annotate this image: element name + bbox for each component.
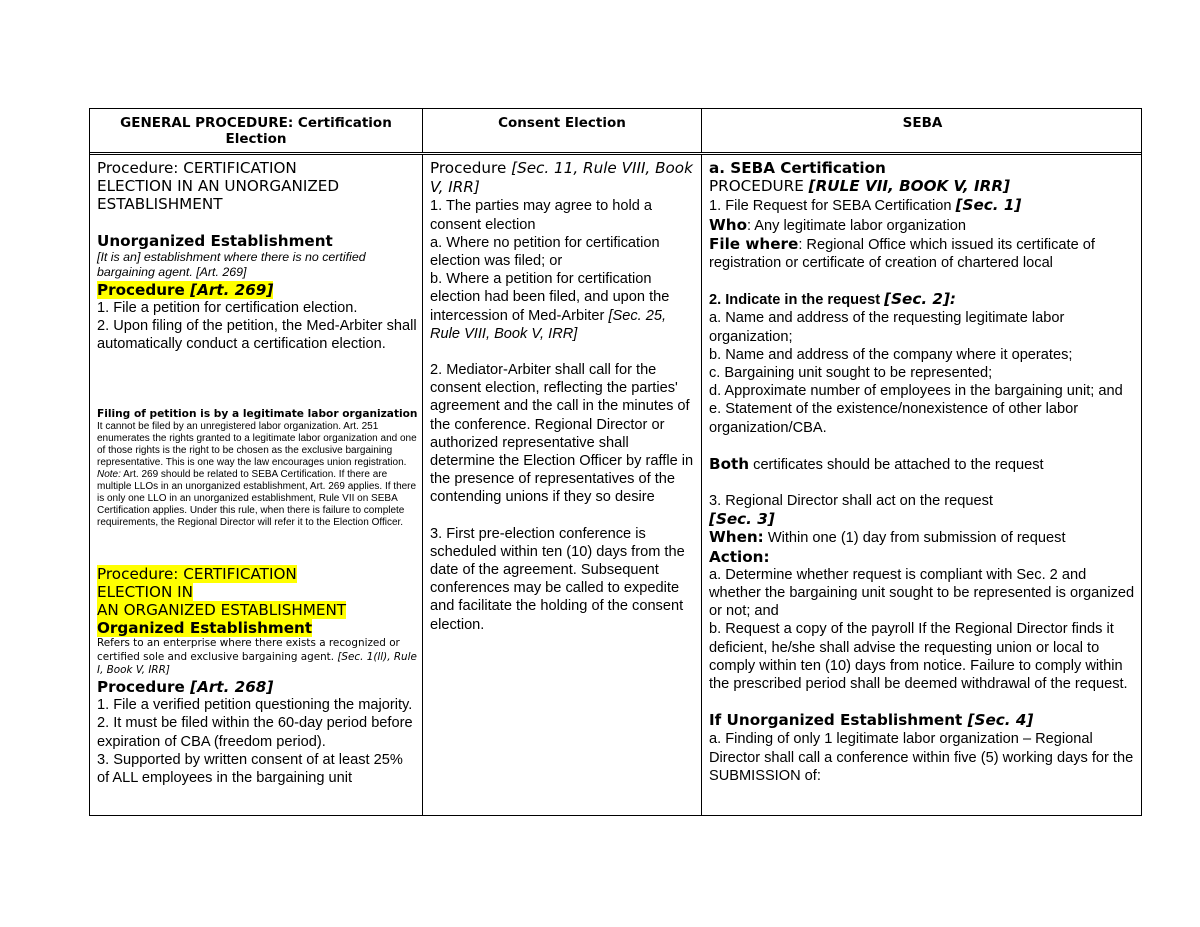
seba-step-2c: c. Bargaining unit sought to be represented;	[709, 365, 993, 382]
unorg-heading: Unorganized Establishment	[97, 231, 333, 250]
header-certification-election: GENERAL PROCEDURE: Certification Election	[90, 109, 423, 152]
seba-step-2: 2. Indicate in the request [Sec. 2]:	[709, 290, 956, 309]
consent-step-1b: b. Where a petition for certification election had been filed, and upon the intercession of Med-Arbiter [Sec. 25, Rule VIII, Book V, IRR]	[430, 271, 670, 342]
header-seba: SEBA	[902, 115, 943, 131]
seba-step-2b: b. Name and address of the company where it operates;	[709, 346, 1073, 363]
seba-file-where: File where: Regional Office which issued its certificate of registration or certificate of creation of chartered local	[709, 234, 1095, 272]
seba-heading: a. SEBA Certification	[709, 159, 886, 177]
consent-procedure: Procedure [Sec. 11, Rule VIII, Book V, IRR]	[430, 159, 693, 197]
filing-note: It cannot be filed by an unregistered labor organization. Art. 251 enumerates the rights granted to a legitimate labor organization and one of those rights is the right to be chosen as the exclusive bargaining representative. This is one way the law encourages union registration. Note: Art. 269 should be related to SEBA Certification. If there are multiple LLOs in an unorganized establishment, Art. 269 applies. If there is only one LLO in an unorganized establishment, Rule VII on SEBA Certification applies. Under this rule, when there is failure to complete requirements, the Regional Director will refer it to the Election Officer.	[97, 420, 417, 528]
org-title: Procedure: CERTIFICATION ELECTION IN AN ORGANIZED ESTABLISHMENT Organized Establishment	[97, 564, 347, 638]
seba-step-3: 3. Regional Director shall act on the request	[709, 493, 993, 510]
procedure-art-269: Procedure [Art. 269]	[97, 280, 274, 299]
seba-action-label: Action:	[709, 547, 770, 566]
filing-heading: Filing of petition is by a legitimate labor organization	[97, 407, 418, 420]
consent-step-1: 1. The parties may agree to hold a consent election	[430, 198, 653, 233]
step-1: 1. File a petition for certification election.	[97, 300, 358, 317]
procedure-table	[89, 108, 1142, 816]
org-definition: Refers to an enterprise where there exists a recognized or certified sole and exclusive bargaining agent. [Sec. 1(ll), Rule I, Book V, IRR]	[97, 637, 417, 677]
org-step-3: 3. Supported by written consent of at least 25% of ALL employees in the bargaining unit	[97, 751, 403, 786]
consent-step-1a: a. Where no petition for certification election was filed; or	[430, 234, 660, 270]
seba-procedure: PROCEDURE [RULE VII, BOOK V, IRR]	[709, 177, 1010, 196]
column-consent-election	[423, 155, 702, 815]
unorg-definition: [It is an] establishment where there is no certified bargaining agent. [Art. 269]	[97, 249, 366, 280]
column-seba	[702, 155, 1143, 815]
column-certification-election	[90, 155, 423, 815]
org-step-2: 2. It must be filed within the 60-day period before expiration of CBA (freedom period).	[97, 715, 413, 750]
consent-step-3: 3. First pre-election conference is scheduled within ten (10) days from the date of the agreement. Subsequent conferences may be called to expedite and facilitate the holding of the consent election.	[430, 525, 685, 633]
consent-step-2: 2. Mediator-Arbiter shall call for the consent election, reflecting the parties' agreement and the call in the minutes of the conference. Regional Director or authorized representative shall determine the Election Officer by raffle in the presence of representatives of the contending unions if they so desire	[430, 362, 694, 506]
seba-both: Both certificates should be attached to the request	[709, 454, 1044, 473]
seba-unorg-a: a. Finding of only 1 legitimate labor organization – Regional Director shall call a conference within five (5) working days for the SUBMISSION of:	[709, 731, 1134, 784]
procedure-art-268: Procedure [Art. 268]	[97, 677, 274, 696]
header-divider	[90, 152, 1141, 153]
seba-step-2d: d. Approximate number of employees in the bargaining unit; and	[709, 383, 1123, 400]
seba-step-2a: a. Name and address of the requesting legitimate labor organization;	[709, 310, 1065, 345]
seba-step-3-ref: [Sec. 3]	[709, 510, 775, 529]
unorg-title: Procedure: CERTIFICATION ELECTION IN AN UNORGANIZED ESTABLISHMENT	[97, 159, 340, 214]
seba-who: Who: Any legitimate labor organization	[709, 215, 967, 234]
seba-when: When: Within one (1) day from submission of request	[709, 528, 1066, 547]
seba-step-2e: e. Statement of the existence/nonexistence of other labor organization/CBA.	[709, 401, 1079, 436]
step-2: 2. Upon filing of the petition, the Med-Arbiter shall automatically conduct a certification election.	[97, 318, 417, 353]
org-step-1: 1. File a verified petition questioning the majority.	[97, 697, 413, 714]
seba-unorg-heading: If Unorganized Establishment [Sec. 4]	[709, 711, 1034, 730]
seba-action-a: a. Determine whether request is compliant with Sec. 2 and whether the bargaining unit sought to be represented is organized or not; and	[709, 566, 1135, 620]
seba-action-b: b. Request a copy of the payroll If the Regional Director finds it deficient, he/she shall advise the requesting union or local to comply within ten (10) days from notice. Failure to comply within the prescribed period shall be deemed withdrawal of the request.	[709, 621, 1128, 693]
seba-step-1: 1. File Request for SEBA Certification [Sec. 1]	[709, 196, 1022, 215]
header-consent-election: Consent Election	[423, 109, 702, 152]
